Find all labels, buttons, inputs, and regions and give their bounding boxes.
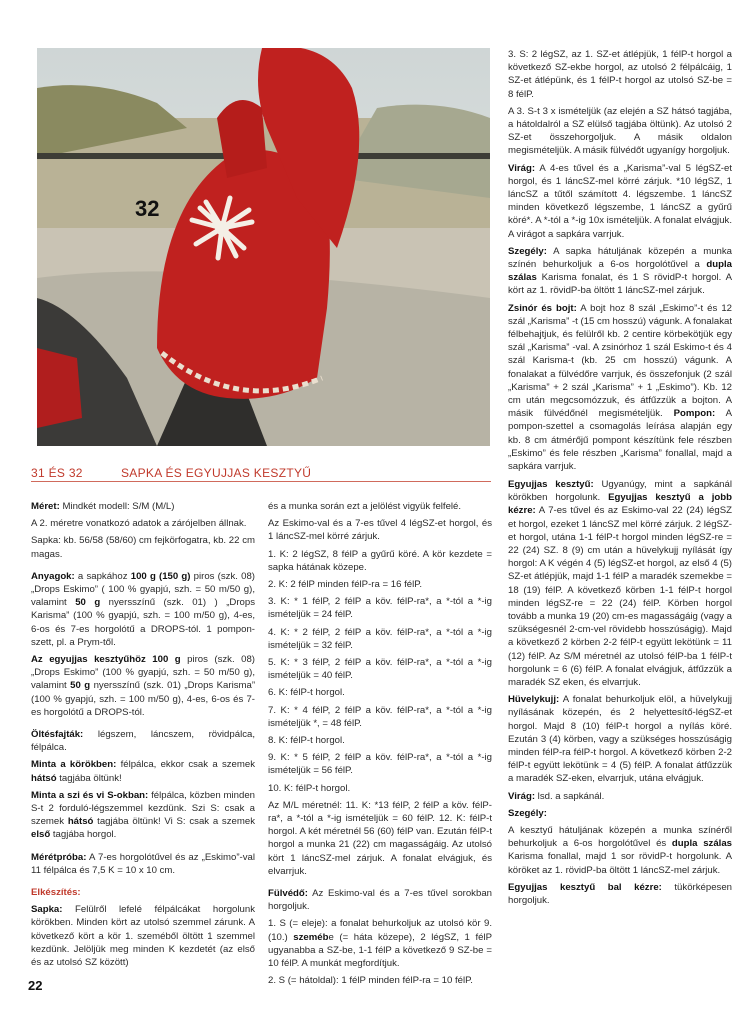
text-column-3 [508, 48, 732, 477]
paragraph: Sapka: Felülről lefelé félpálcákat horgolunk körökben. Minden kört az utolsó szemmel zárunk. A következő kört a kör 1. szeméből öltött 1 szemmel kezdünk. Jelöljük meg minden K kezdetét (az első és az utolsó SZ között) [31, 904, 255, 969]
paragraph: 2. K: 2 félP minden félP-ra = 16 félP. [268, 579, 423, 591]
mitten-illustration [37, 48, 490, 446]
paragraph: Az Eskimo-val és a 7-es tűvel 4 légSZ-et horgol, és 1 láncSZ-mel körré zárjuk. [268, 518, 492, 543]
header-divider [31, 481, 491, 482]
paragraph: A 3. S-t 3 x ismételjük (az elején a SZ hátsó tagjába, a hátoldalról a SZ elülső tagjába öltünk). Az utolsó 2 SZ-et összehorgoljuk. A másik oldalon megismételjük. A másik fülvédőt ugyanígy horgoljuk. [508, 105, 732, 157]
paragraph: Anyagok: a sapkához 100 g (150 g) piros (szk. 08) „Drops Eskimo” ( 100 % gyapjú, szh. = 50 m/50 g), valamint 50 g nyersszínű (szk. 01) ) „Drops Karisma” (100 % gyapjú, szh. = 100 m/50 g), 4-es, 6-os és 7-es horgolótű a DROPS-tól. 1 pompon-szett, pl. a Prym-től. [31, 570, 255, 648]
paragraph: Az M/L méretnél: 11. K: *13 félP, 2 félP a köv. félP-ra*, a *-tól a *-ig ismételjük = 60 félP. 12. K: félP-t horgol. A két méretnél 56 (60) félP van. Ezután félP-t horgol a munka 21 (22) cm magasságáig. Az utolsó kört 1 láncSZ-mel zárjuk. A fonalat elvágjuk, és elvarrjuk. [268, 799, 492, 877]
paragraph: és a munka során ezt a jelölést vigyük felfelé. [268, 501, 462, 512]
paragraph: Egyujjas kesztyű: Ugyanúgy, mint a sapkánál körökben horgolunk. Egyujjas kesztyű a jobb kézre: A 7-es tűvel és az Eskimo-val 22 (24) légSZ et horgol, ezeket 1 láncSZ mel körré zárjuk. 2 légSZ-et horgol, utána 1-1 félP-t horgol minden légSZ-re = 22 (24) SZ. 8 (9) cm után a hüvelykujj nyílását így horgol: A K végén 4 (5) légSZ-et horgol, az első 4 (5) SZ-et átlépjük, majd 1-1 félP a maradék szemekbe = 18 (19) félP. A következő körben 1-1 félP-t horgol minden légSZ-re = 22 (24) félP. Körben horgol tovább a munka 19 (20) cm-es magasságáig (vagy a szükségesnél 2-cm-vel rövidebb hosszúságig). Majd a következő 2 körben 2-2 félP-t együtt lekötünk = 11 (12) félP. Az S/M méretnél az utolsó félP-ba 1 félP-t horgolunk = 6 (6) félP. A fonalat elvágjuk, átfűzzük a maradék SZ eken, és elvarrjuk. [508, 479, 732, 689]
paragraph: A 2. méretre vonatkozó adatok a zárójelben állnak. [31, 518, 247, 530]
photo-number: 32 [135, 196, 160, 221]
paragraph: A kesztyű hátuljának közepén a munka színéről behurkoljuk a 6-os horgolótűvel és dupla szálas Karisma fonallal, majd 1 sor rövidP-t horgolunk. A köröket az 1. rövidP-ba öltött 1 láncSZ-mel zárjuk. [508, 825, 732, 876]
paragraph: 2. S (= hátoldal): 1 félP minden félP-ra = 10 félP. [268, 975, 473, 987]
paragraph: 1. S (= eleje): a fonalat behurkoljuk az utolsó kör 9. (10.) szemébe (= háta közepe), 2 légSZ, 1 félP ugyanabba a SZ-be, 1-1 félP a következő 9 SZ-be = 10 félP. A munkát megfordítjuk. [268, 918, 492, 970]
paragraph: Szegély: [508, 807, 547, 819]
page-number: 22 [28, 978, 43, 993]
paragraph: 6. K: félP-t horgol. [268, 687, 345, 699]
section-title: SAPKA ÉS EGYUJJAS KESZTYŰ [121, 466, 312, 480]
paragraph: Mérétpróba: A 7-es horgolótűvel és az „Eskimo”-val 11 félpálca és 7,5 K = 10 x 10 cm. [31, 851, 255, 876]
paragraph: 8. K: félP-t horgol. [268, 735, 345, 747]
paragraph: Fülvédő: Az Eskimo-val és a 7-es tűvel sorokban horgoljuk. [268, 888, 492, 913]
paragraph: Minta a körökben: félpálca, ekkor csak a szemek hátsó tagjába öltünk! [31, 759, 255, 784]
paragraph: 10. K: félP-t horgol. [268, 782, 351, 794]
paragraph: Minta a szi és vi S-okban: félpálca, közben minden S-t 2 forduló-légszemmel kezdünk. Szi S: csak a szemek hátsó tagjába öltünk! Vi S: csak a szemek első tagjába horgol. [31, 789, 255, 841]
text-column-1 [31, 500, 255, 973]
text-column-2 [268, 500, 492, 992]
text-column-4 [508, 478, 732, 911]
paragraph: Elkészítés: [31, 887, 81, 899]
paragraph: 5. K: * 3 félP, 2 félP a köv. félP-ra*, a *-tól a *-ig ismételjük = 40 félP. [268, 657, 492, 682]
paragraph: 4. K: * 2 félP, 2 félP a köv. félP-ra*, a *-tól a *-ig ismételjük = 32 félP. [268, 626, 492, 651]
paragraph: Virág: A 4-es tűvel és a „Karisma”-val 5 légSZ-et horgol, és 1 láncSZ-mel körré zárjuk. *10 légSZ, 1 láncSZ a tűtől számított 4. légszembe. 1 láncSZ minden következő légszembe, 1 láncSZ a gyűrű köré*. A *-tól a *-ig 10x ismételjük. A fonalat elvágjuk. A virágot a sapkára varrjuk. [508, 162, 732, 240]
product-photo [37, 48, 490, 446]
section-header [31, 466, 491, 480]
paragraph: Öltésfajták: légszem, láncszem, rövidpálca, félpálca. [31, 729, 255, 754]
paragraph: Virág: lsd. a sapkánál. [508, 790, 605, 802]
paragraph: 9. K: * 5 félP, 2 félP a köv. félP-ra*, a *-tól a *-ig ismételjük = 56 félP. [268, 752, 492, 777]
paragraph: Sapka: kb. 56/58 (58/60) cm fejkörfogatra, kb. 22 cm magas. [31, 535, 255, 560]
paragraph: Egyujjas kesztyű bal kézre: tükörképesen horgoljuk. [508, 881, 732, 907]
paragraph: 1. K: 2 légSZ, 8 félP a gyűrű köré. A kör kezdete = sapka hátának közepe. [268, 548, 492, 573]
paragraph: Méret: Mindkét modell: S/M (M/L) [31, 501, 175, 512]
paragraph: Az egyujjas kesztyűhöz 100 g piros (szk. 08) „Drops Eskimo” (100 % gyapjú, szh. = 50 m/50 g), valamint 50 g nyersszínű (szk. 01) „Drops Karisma” (100 % gyapjú, szh. = 100 m/50 g), 4-es, 6-os és 7-es horgolótű a DROPS-tól. [31, 654, 256, 718]
paragraph: 7. K: * 4 félP, 2 félP a köv. félP-ra*, a *-tól a *-ig ismételjük *, = 48 félP. [268, 704, 492, 729]
paragraph: Zsinór és bojt: A bojt hoz 8 szál „Eskimo”-t és 12 szál „Karisma” -t (15 cm hosszú) vágunk. A fonalakat félbehajtjuk, és felülről kb. 2 centire körbekötjük egy szál „Karisma” -val. A zsinórhoz 1 szál Eskimo-t és 4 szál Karisma-t (kb. 25 cm hosszú) vágunk. A fonalakat a fülvédőre varrjuk, és összefonjuk (2 szál „Karisma” + 2 szál „Karisma” + 1 „Eskimo”). Kb. 12 cm után megcsomózzuk, és átfűzzük a bojton. A másik fülvédőnél megismételjük. Pompon: A pompon-szettel a csomagolás leírása alapján egy kb. 8 cm átmérőjű pompont készítünk fele részben „Eskimo” és fele részben „Karisma” fonallal, majd a sapkára varrjuk. [508, 302, 732, 473]
section-number: 31 ÉS 32 [31, 466, 83, 480]
paragraph: Szegély: A sapka hátuljának közepén a munka színén behurkoljuk a 6-os horgolótűvel a dupla szálas Karisma fonalat, és 1 S rövidP-t horgol. A kört az 1. rövidP-ba öltött 1 láncSZ-mel zárjuk. [508, 245, 732, 297]
paragraph: 3. K: * 1 félP, 2 félP a köv. félP-ra*, a *-tól a *-ig ismételjük = 24 félP. [268, 596, 492, 621]
paragraph: 3. S: 2 légSZ, az 1. SZ-et átlépjük, 1 félP-t horgol a következő SZ-ekbe horgol, az utolsó 2 félpálcáig, 1 SZ-et átlépünk, és 1 félP-t horgol az utolsó SZ-be = 8 félP. [508, 49, 732, 100]
paragraph: Hüvelykujj: A fonalat behurkoljuk elöl, a hüvelykujj nyílásának közepén, és 2 helyettesítő-légSZ-et horgol. Majd 8 (10) félP-t horgol a nyílás köré. Ezután 3 (4) körben, vagy a szükséges hosszúságig minden félP-ra félP-t horgol. A következő körben 2-2 félP-t együtt lekötünk = 4 (5) félP. A fonalat átfűzzük a maradék SZ-eken, elvarrjuk, utána elvágjuk. [508, 694, 732, 785]
